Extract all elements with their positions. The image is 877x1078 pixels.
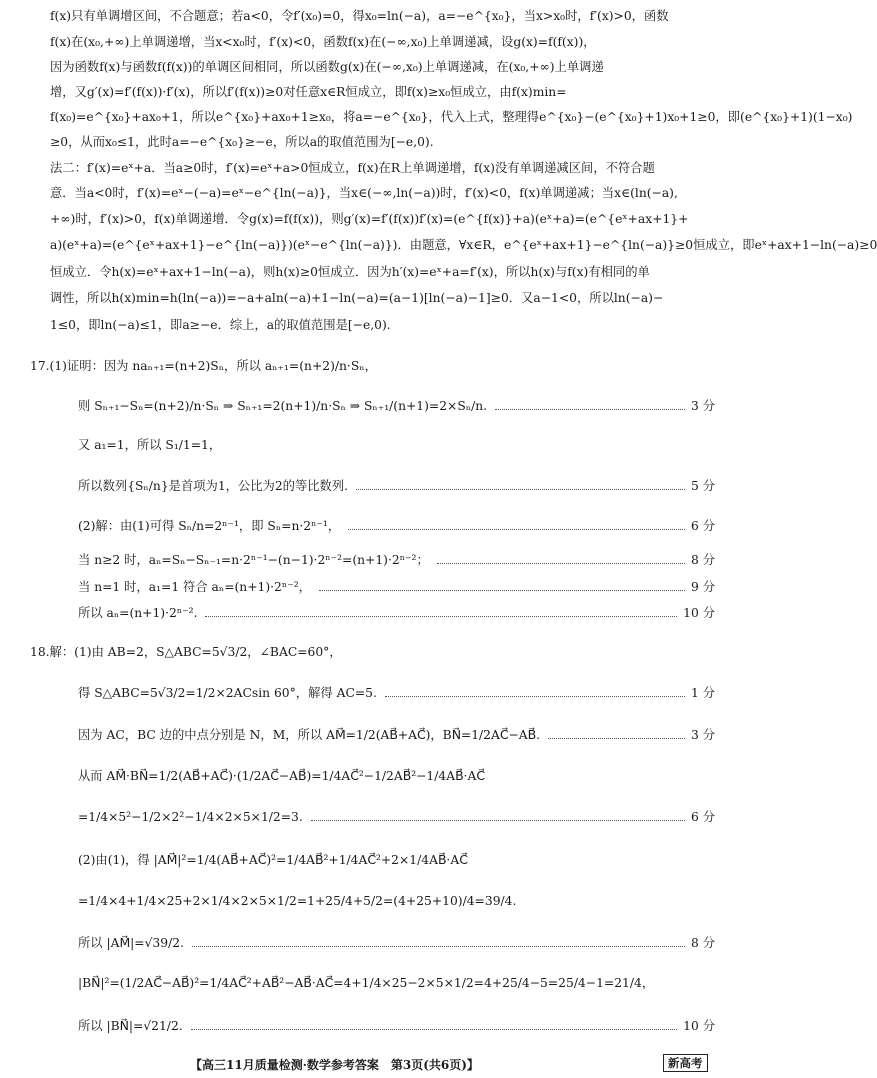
- score-label: 1 分: [690, 686, 715, 700]
- step-text: 所以数列{Sₙ/n}是首项为1，公比为2的等比数列.: [78, 479, 349, 493]
- score-label: 10 分: [683, 606, 715, 620]
- step-text: (2)解：由(1)可得 Sₙ/n=2ⁿ⁻¹，即 Sₙ=n·2ⁿ⁻¹，: [78, 519, 341, 533]
- score-label: 5 分: [690, 479, 715, 493]
- step-text: 得 S△ABC=5√3/2=1/2×2ACsin 60°，解得 AC=5.: [78, 686, 377, 700]
- step-text: (2)由(1)，得 |AM⃗|²=1/4(AB⃗+AC⃗)²=1/4AB⃗²+1/4AC⃗²+2×1/4AB⃗·AC⃗: [78, 853, 468, 867]
- q18-step: [78, 768, 715, 784]
- step-text: =1/4×4+1/4×25+2×1/4×2×5×1/2=1+25/4+5/2=(4+25+10)/4=39/4.: [78, 894, 517, 908]
- q17-step: [78, 437, 715, 453]
- step-text: 所以 |AM⃗|=√39/2.: [78, 936, 184, 950]
- step-text: 所以 |BN⃗|=√21/2.: [78, 1019, 183, 1033]
- text-line: f(x)只有单调增区间，不合题意；若a<0，令f′(x₀)=0，得x₀=ln(−a)，a=−e^{x₀}，当x>x₀时，f′(x)>0，函数: [50, 9, 669, 23]
- text-line: +∞)时，f′(x)>0，f(x)单调递增．令g(x)=f(f(x))，则g′(x)=f′(f(x))f′(x)=(e^{f(x)}+a)(eˣ+a)=(e^{eˣ+ax+1}+: [50, 212, 689, 226]
- score-label: 6 分: [690, 519, 715, 533]
- score-label: 6 分: [690, 810, 715, 824]
- text-line: 调性，所以h(x)min=h(ln(−a))=−a+aln(−a)+1−ln(−a)=(a−1)[ln(−a)−1]≥0．又a−1<0，所以ln(−a)−: [50, 291, 664, 305]
- score-label: 9 分: [690, 580, 715, 594]
- score-label: 10 分: [683, 1019, 715, 1033]
- step-text: 当 n=1 时，a₁=1 符合 aₙ=(n+1)·2ⁿ⁻²，: [78, 580, 311, 594]
- step-text: 当 n≥2 时，aₙ=Sₙ−Sₙ₋₁=n·2ⁿ⁻¹−(n−1)·2ⁿ⁻²=(n+1)·2ⁿ⁻²；: [78, 553, 429, 567]
- q18-step: [78, 727, 715, 743]
- text-line: f(x₀)=e^{x₀}+ax₀+1，所以e^{x₀}+ax₀+1≥x₀，将a=−e^{x₀}，代入上式，整理得e^{x₀}−(e^{x₀}+1)x₀+1≥0，即(e^{x₀}+1)(1−x₀): [50, 110, 853, 124]
- step-text: 从而 AM⃗·BN⃗=1/2(AB⃗+AC⃗)·(1/2AC⃗−AB⃗)=1/4AC⃗²−1/2AB⃗²−1/4AB⃗·AC⃗: [78, 769, 485, 783]
- step-text: 所以 aₙ=(n+1)·2ⁿ⁻².: [78, 606, 198, 620]
- q17-step: [78, 605, 715, 621]
- text-line: ≥0，从而x₀≤1，此时a=−e^{x₀}≥−e，所以a的取值范围为[−e,0).: [50, 135, 434, 149]
- text-line: 增，又g′(x)=f′(f(x))·f′(x)，所以f′(f(x))≥0对任意x∈R恒成立，即f(x)≥x₀恒成立，由f(x)min=: [50, 85, 567, 99]
- q18-step: [78, 809, 715, 825]
- score-label: 8 分: [690, 936, 715, 950]
- q17-step: [78, 518, 715, 534]
- step-text: 因为 AC，BC 边的中点分别是 N，M，所以 AM⃗=1/2(AB⃗+AC⃗)，BN⃗=1/2AC⃗−AB⃗.: [78, 728, 540, 742]
- q18-step: [78, 893, 715, 909]
- footer-text: 【高三11月质量检测·数学参考答案 第3页(共6页)】: [190, 1058, 479, 1072]
- text-line: 1≤0，即ln(−a)≤1，即a≥−e．综上，a的取值范围是[−e,0).: [50, 318, 391, 332]
- score-label: 8 分: [690, 553, 715, 567]
- q17-step: [78, 552, 715, 568]
- step-text: 又 a₁=1，所以 S₁/1=1，: [78, 438, 222, 452]
- q17-step: [78, 478, 715, 494]
- text-line: 恒成立．令h(x)=eˣ+ax+1−ln(−a)，则h(x)≥0恒成立．因为h′(x)=eˣ+a=f′(x)，所以h(x)与f(x)有相同的单: [50, 265, 650, 279]
- text-line: f(x)在(x₀,+∞)上单调递增，当x<x₀时，f′(x)<0，函数f(x)在(−∞,x₀)上单调递减，设g(x)=f(f(x))，: [50, 35, 596, 49]
- score-label: 3 分: [690, 728, 715, 742]
- step-text: 则 Sₙ₊₁−Sₙ=(n+2)/n·Sₙ ⇒ Sₙ₊₁=2(n+1)/n·Sₙ ⇒ Sₙ₊₁/(n+1)=2×Sₙ/n.: [78, 399, 488, 413]
- q18-step: [78, 935, 715, 951]
- q18-head: 18.解：(1)由 AB=2，S△ABC=5√3/2，∠BAC=60°，: [30, 645, 342, 659]
- edition-badge: 新高考: [663, 1054, 708, 1072]
- q17-step: [78, 398, 715, 414]
- score-label: 3 分: [690, 399, 715, 413]
- text-line: a)(eˣ+a)=(e^{eˣ+ax+1}−e^{ln(−a)})(eˣ−e^{ln(−a)})．由题意，∀x∈R，e^{eˣ+ax+1}−e^{ln(−a)}≥0恒成立，即eˣ+ax+1−ln(−a)≥0: [50, 238, 877, 252]
- text-line: 因为函数f(x)与函数f(f(x))的单调区间相同，所以函数g(x)在(−∞,x₀)上单调递减，在(x₀,+∞)上单调递: [50, 60, 604, 74]
- q18-step: [78, 975, 715, 991]
- text-line: 法二：f′(x)=eˣ+a．当a≥0时，f′(x)=eˣ+a>0恒成立，f(x)在R上单调递增，f(x)没有单调递减区间，不符合题: [50, 161, 655, 175]
- q17-step: [78, 579, 715, 595]
- q17-head: 17.(1)证明：因为 naₙ₊₁=(n+2)Sₙ，所以 aₙ₊₁=(n+2)/n·Sₙ，: [30, 359, 377, 373]
- q18-step: [78, 1018, 715, 1034]
- step-text: |BN⃗|²=(1/2AC⃗−AB⃗)²=1/4AC⃗²+AB⃗²−AB⃗·AC⃗=4+1/4×25−2×5×1/2=4+25/4−5=25/4−1=21/4，: [78, 976, 655, 990]
- q18-step: [78, 852, 715, 868]
- q18-step: [78, 685, 715, 701]
- text-line: 意．当a<0时，f′(x)=eˣ−(−a)=eˣ−e^{ln(−a)}，当x∈(−∞,ln(−a))时，f′(x)<0，f(x)单调递减；当x∈(ln(−a),: [50, 186, 678, 200]
- step-text: =1/4×5²−1/2×2²−1/4×2×5×1/2=3.: [78, 810, 303, 824]
